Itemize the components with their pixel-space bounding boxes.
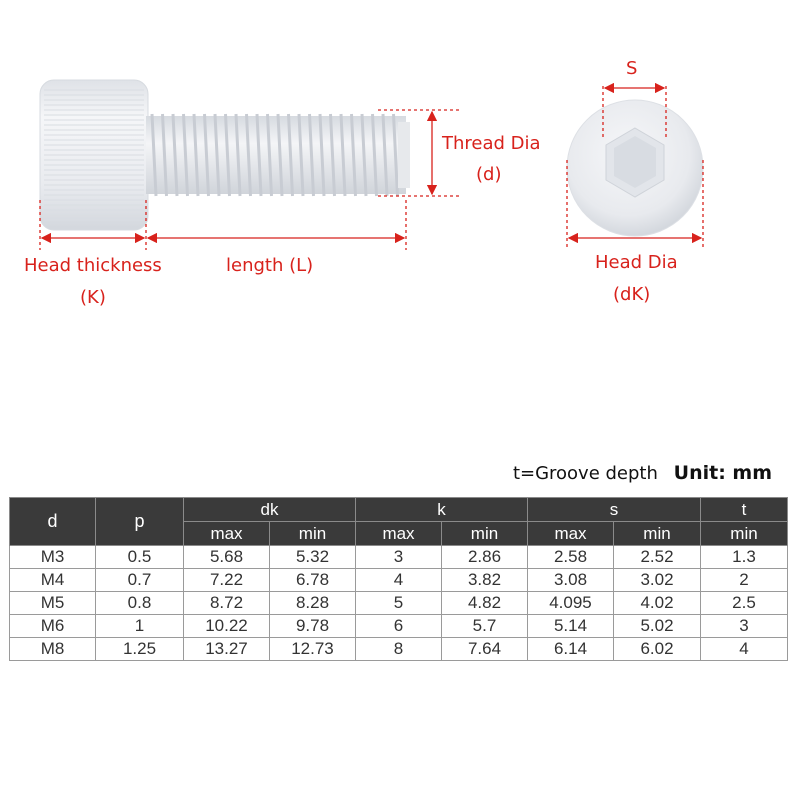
table-cell: 1.25 xyxy=(96,638,184,661)
table-row xyxy=(10,615,788,638)
table-cell: M3 xyxy=(10,546,96,569)
group-header-row xyxy=(10,498,788,522)
table-cell: 8.72 xyxy=(184,592,270,615)
sub-header: min xyxy=(442,522,528,546)
header-dk: dk xyxy=(184,498,356,522)
table-cell: 13.27 xyxy=(184,638,270,661)
table-cell: 0.5 xyxy=(96,546,184,569)
table-cell: 3.02 xyxy=(614,569,701,592)
table-cell: 12.73 xyxy=(270,638,356,661)
header-p: p xyxy=(96,498,184,546)
table-row xyxy=(10,546,788,569)
unit-note: Unit: mm xyxy=(673,462,772,484)
thread-dia-symbol: (d) xyxy=(476,164,502,185)
table-cell: 2.86 xyxy=(442,546,528,569)
table-cell: 9.78 xyxy=(270,615,356,638)
table-notes xyxy=(513,462,772,484)
table-cell: 5.02 xyxy=(614,615,701,638)
table-cell: 7.22 xyxy=(184,569,270,592)
table-cell: 1.3 xyxy=(701,546,788,569)
groove-depth-note: t=Groove depth xyxy=(512,463,658,484)
thread-dia-label: Thread Dia xyxy=(442,133,541,154)
head-thickness-label: Head thickness xyxy=(24,255,162,276)
spec-table xyxy=(9,497,788,661)
table-cell: 1 xyxy=(96,615,184,638)
table-cell: 8 xyxy=(356,638,442,661)
table-cell: 2 xyxy=(701,569,788,592)
table-cell: 6.02 xyxy=(614,638,701,661)
table-cell: 5 xyxy=(356,592,442,615)
table-cell: 6 xyxy=(356,615,442,638)
sub-header: max xyxy=(356,522,442,546)
table-row xyxy=(10,592,788,615)
head-dia-label: Head Dia xyxy=(595,252,678,273)
screw-top-view xyxy=(567,100,703,236)
sub-header: min xyxy=(614,522,701,546)
table-cell: 2.52 xyxy=(614,546,701,569)
table-cell: 2.58 xyxy=(528,546,614,569)
table-cell: M6 xyxy=(10,615,96,638)
header-s: s xyxy=(528,498,701,522)
screw-side-view xyxy=(40,80,410,230)
table-cell: 3.08 xyxy=(528,569,614,592)
length-label: length (L) xyxy=(226,255,314,276)
table-cell: 5.32 xyxy=(270,546,356,569)
table-cell: 6.78 xyxy=(270,569,356,592)
table-row xyxy=(10,569,788,592)
table-cell: 0.7 xyxy=(96,569,184,592)
table-cell: M8 xyxy=(10,638,96,661)
table-cell: M4 xyxy=(10,569,96,592)
header-t: t xyxy=(701,498,788,522)
sub-header: min xyxy=(270,522,356,546)
table-cell: 6.14 xyxy=(528,638,614,661)
table-cell: 2.5 xyxy=(701,592,788,615)
table-cell: 10.22 xyxy=(184,615,270,638)
table-row xyxy=(10,638,788,661)
header-k: k xyxy=(356,498,528,522)
table-cell: 3 xyxy=(701,615,788,638)
head-thickness-symbol: (K) xyxy=(80,287,106,308)
head-dia-symbol: (dK) xyxy=(613,284,651,305)
table-cell: 5.14 xyxy=(528,615,614,638)
table-cell: 0.8 xyxy=(96,592,184,615)
table-cell: 4.82 xyxy=(442,592,528,615)
table-cell: 5.68 xyxy=(184,546,270,569)
s-label: S xyxy=(626,58,638,79)
sub-header: min xyxy=(701,522,788,546)
table-cell: M5 xyxy=(10,592,96,615)
table-cell: 5.7 xyxy=(442,615,528,638)
table-cell: 4 xyxy=(356,569,442,592)
table-cell: 3 xyxy=(356,546,442,569)
table-cell: 3.82 xyxy=(442,569,528,592)
table-cell: 7.64 xyxy=(442,638,528,661)
table-cell: 8.28 xyxy=(270,592,356,615)
sub-header: max xyxy=(528,522,614,546)
table-cell: 4.095 xyxy=(528,592,614,615)
sub-header: max xyxy=(184,522,270,546)
table-cell: 4.02 xyxy=(614,592,701,615)
header-d: d xyxy=(10,498,96,546)
table-cell: 4 xyxy=(701,638,788,661)
